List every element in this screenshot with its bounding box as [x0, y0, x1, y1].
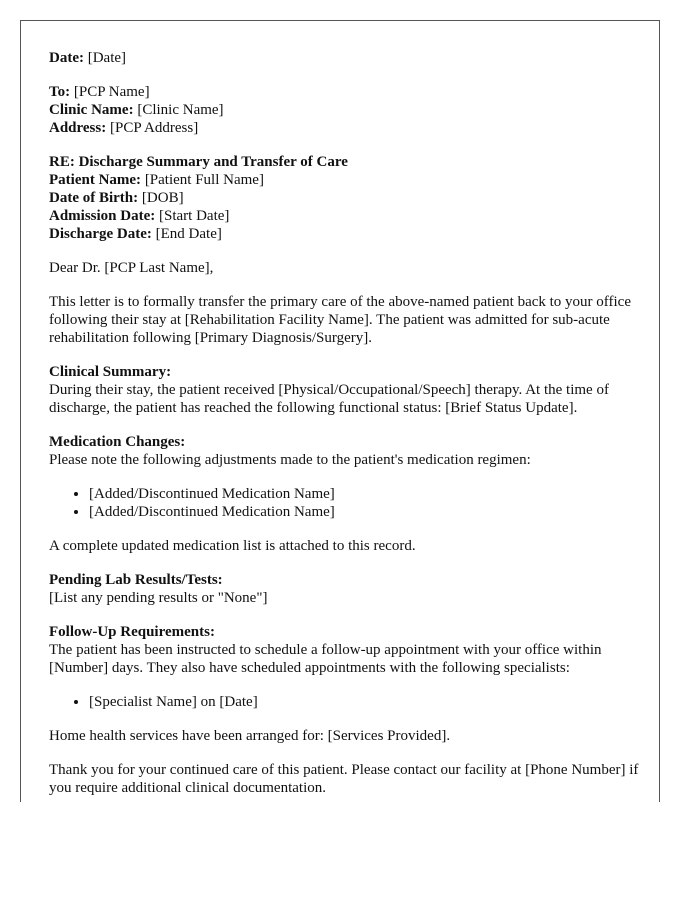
- dob-line: [49, 189, 639, 207]
- medication-item: • [Added/Discontinued Medication Name]: [89, 503, 639, 521]
- medication-note: A complete updated medication list is attached to this record.: [49, 538, 416, 554]
- home-health-paragraph: Home health services have been arranged for: [Services Provided].: [49, 728, 451, 744]
- to-line: [49, 83, 639, 101]
- medication-changes-text: Please note the following adjustments made to the patient's medication regimen:: [49, 452, 531, 468]
- clinical-summary-section: [49, 363, 639, 417]
- date-line: [49, 49, 639, 67]
- patient-line: [49, 171, 639, 189]
- admission-line: [49, 207, 639, 225]
- date-block: [49, 49, 639, 67]
- follow-up-section: [49, 623, 639, 677]
- follow-up-text: The patient has been instructed to schedule a follow-up appointment with your office within [Number] days. They also have scheduled appointments with the following specialists:: [49, 642, 602, 676]
- salutation: Dear Dr. [PCP Last Name],: [49, 260, 214, 276]
- re-subject: RE: Discharge Summary and Transfer of Care: [49, 154, 348, 170]
- medication-changes-heading: Medication Changes:: [49, 434, 186, 450]
- patient-label: Patient Name:: [49, 172, 142, 188]
- to-label: To:: [49, 84, 71, 100]
- clinical-summary-heading: Clinical Summary:: [49, 364, 172, 380]
- address-value: [PCP Address]: [106, 120, 199, 136]
- pending-results-section: [49, 571, 639, 607]
- clinic-line: [49, 101, 639, 119]
- letter-page: [20, 20, 660, 802]
- re-block: [49, 153, 639, 243]
- patient-value: [Patient Full Name]: [141, 172, 264, 188]
- follow-up-heading: Follow-Up Requirements:: [49, 624, 215, 640]
- date-label: Date:: [49, 50, 84, 66]
- recipient-block: [49, 83, 639, 137]
- specialist-item: • [Specialist Name] on [Date]: [89, 693, 639, 711]
- clinic-value: [Clinic Name]: [133, 102, 224, 118]
- medication-list: [49, 485, 639, 521]
- dob-label: Date of Birth:: [49, 190, 139, 206]
- specialist-list: [49, 693, 639, 711]
- pending-results-text: [List any pending results or "None"]: [49, 590, 268, 606]
- medication-changes-section: [49, 433, 639, 469]
- admission-value: [Start Date]: [155, 208, 230, 224]
- dob-value: [DOB]: [138, 190, 184, 206]
- date-value: [Date]: [83, 50, 127, 66]
- admission-label: Admission Date:: [49, 208, 156, 224]
- closing-paragraph: Thank you for your continued care of this patient. Please contact our facility at [Phone Number] if you require additional clinical documentation.: [49, 762, 639, 796]
- discharge-value: [End Date]: [151, 226, 222, 242]
- address-line: [49, 119, 639, 137]
- letter-content: [49, 49, 639, 802]
- discharge-line: [49, 225, 639, 243]
- discharge-label: Discharge Date:: [49, 226, 152, 242]
- clinical-summary-text: During their stay, the patient received [Physical/Occupational/Speech] therapy. At the time of discharge, the patient has reached the following functional status: [Brief Status Update].: [49, 382, 609, 416]
- address-label: Address:: [49, 120, 107, 136]
- intro-paragraph: This letter is to formally transfer the primary care of the above-named patient back to your office following their stay at [Rehabilitation Facility Name]. The patient was admitted for sub-acute rehabilitation following [Primary Diagnosis/Surgery].: [49, 294, 631, 346]
- pending-results-heading: Pending Lab Results/Tests:: [49, 572, 223, 588]
- clinic-label: Clinic Name:: [49, 102, 134, 118]
- medication-item: • [Added/Discontinued Medication Name]: [89, 485, 639, 503]
- to-value: [PCP Name]: [70, 84, 150, 100]
